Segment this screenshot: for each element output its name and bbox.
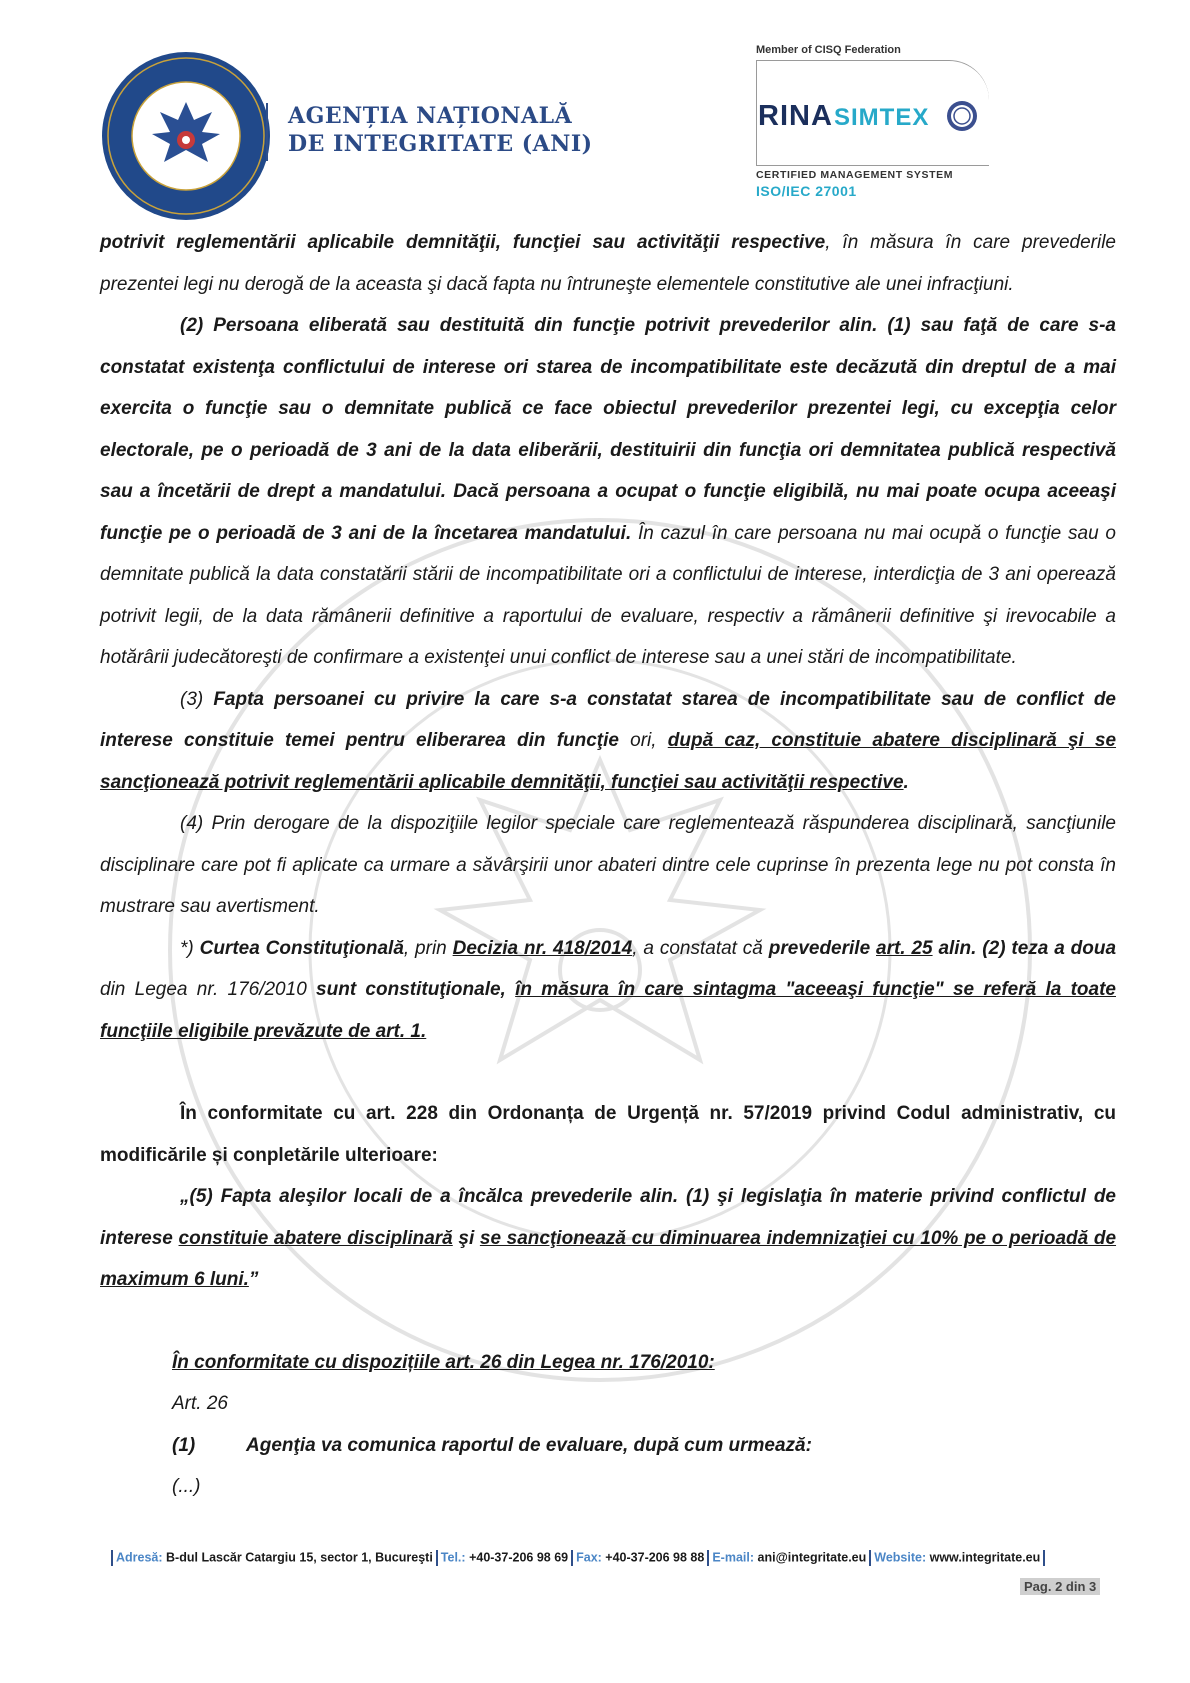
footer-address-label: Adresă: bbox=[116, 1550, 163, 1565]
page-number: Pag. 2 din 3 bbox=[1020, 1578, 1100, 1595]
footer-email-label: E-mail: bbox=[712, 1550, 755, 1565]
paragraph-art25-3: (3) Fapta persoanei cu privire la care s-a constatat starea de incompatibilitate sau de conflict de interese constituie temei pentru eliberarea din funcţie ori, după caz, constituie abatere disciplinară şi se sancţionează potrivit reglementării aplicabile demnităţii, funcţiei sau activităţii respective. bbox=[100, 688, 1117, 793]
paragraph-art26-1: (1) Agenţia va comunica raportul de evaluare, după cum urmează: bbox=[172, 1434, 812, 1456]
footer-address: B-dul Lascăr Catargiu 15, sector 1, Bucureşti bbox=[166, 1550, 433, 1565]
cert-member-text: Member of CISQ Federation bbox=[756, 44, 901, 56]
footer-email-link[interactable]: ani@integritate.eu bbox=[757, 1550, 867, 1565]
footer-tel-label: Tel.: bbox=[440, 1550, 466, 1565]
certification-badge bbox=[756, 44, 1006, 204]
paragraph-oug-quote: „(5) Fapta aleşilor locali de a încălca prevederile alin. (1) şi legislaţia în materie privind conflictul de interese constituie abatere disciplinară şi se sancţionează cu diminuarea indemnizaţiei cu 10% pe o perioadă de maximum 6 luni.” bbox=[100, 1186, 1117, 1290]
cert-iso-text: ISO/IEC 27001 bbox=[756, 183, 857, 199]
footer-tel: +40-37-206 98 69 bbox=[469, 1550, 569, 1565]
footer-fax: +40-37-206 98 88 bbox=[605, 1550, 705, 1565]
cert-system-text: CERTIFIED MANAGEMENT SYSTEM bbox=[756, 169, 954, 181]
paragraph-ellipsis: (...) bbox=[172, 1476, 201, 1497]
paragraph-ccr-note: *) Curtea Constituţională, prin Decizia nr. 418/2014, a constatat că prevederile art. 25 alin. (2) teza a doua din Legea nr. 176/2010 sunt constituţionale, în măsura în care sintagma "aceeaşi funcţie" se referă la toate funcţiile eligibile prevăzute de art. 1. bbox=[100, 937, 1117, 1042]
agency-name bbox=[288, 102, 593, 158]
simtex-logo: SIMTEX bbox=[834, 104, 930, 131]
document-body bbox=[100, 222, 1116, 1508]
paragraph-art25-2: (2) Persoana eliberată sau destituită din funcţie potrivit prevederilor alin. (1) sau faţă de care s-a constatat existenţa conflictului de interese ori starea de incompatibilitate este decăzută din dreptul de a mai exercita o funcţie sau o demnitate publică ce face obiectul prevederilor prezentei legi, cu excepţia celor electorale, pe o perioadă de 3 ani de la data eliberării, destituirii din funcţia ori demnitatea publică respectivă sau a încetării de drept a mandatului. Dacă persoana a ocupat o funcţie eligibilă, nu mai poate ocupa aceeaşi funcţie pe o perioadă de 3 ani de la încetarea mandatului. În cazul în care persoana nu mai ocupă o funcţie sau o demnitate publică la data constatării stării de incompatibilitate ori a conflictului de interese, interdicţia de 3 ani operează potrivit legii, de la data rămânerii definitive a raportului de evaluare, respectiv a rămânerii definitive şi irevocabile a hotărârii judecătoreşti de confirmare a existenţei unui conflict de interese sau a unei stări de incompatibilitate. bbox=[100, 315, 1116, 668]
paragraph-art25-1-end: potrivit reglementării aplicabile demnităţii, funcţiei sau activităţii respective, în măsura în care prevederile prezentei legi nu derogă de la aceasta şi dacă fapta nu întruneşte elementele constitutive ale unei infracţiuni. bbox=[100, 232, 1117, 295]
footer-contact bbox=[108, 1550, 1108, 1566]
paragraph-art26-heading: În conformitate cu dispozițiile art. 26 din Legea nr. 176/2010: bbox=[172, 1351, 715, 1373]
header-separator bbox=[266, 103, 268, 161]
footer-fax-label: Fax: bbox=[576, 1550, 602, 1565]
footer-web-label: Website: bbox=[874, 1550, 927, 1565]
iqnet-seal-icon bbox=[946, 100, 978, 132]
ani-logo-icon bbox=[100, 50, 272, 222]
footer-website-link[interactable]: www.integritate.eu bbox=[929, 1550, 1041, 1565]
paragraph-art25-4: (4) Prin derogare de la dispoziţiile legilor speciale care reglementează răspunderea disciplinară, sancţiunile disciplinare care pot fi aplicate ca urmare a săvârşirii unor abateri dintre cele cuprinse în prezenta lege nu pot consta în mustrare sau avertisment. bbox=[100, 813, 1116, 917]
agency-name-line2: DE INTEGRITATE (ANI) bbox=[288, 131, 593, 157]
paragraph-art26-title: Art. 26 bbox=[172, 1393, 228, 1414]
agency-name-line1: AGENȚIA NAȚIONALĂ bbox=[288, 103, 573, 129]
paragraph-oug-intro: În conformitate cu art. 228 din Ordonanța de Urgență nr. 57/2019 privind Codul administrativ, cu modificările și conpletările ulterioare: bbox=[100, 1103, 1116, 1166]
rina-logo: RINA bbox=[758, 100, 833, 132]
